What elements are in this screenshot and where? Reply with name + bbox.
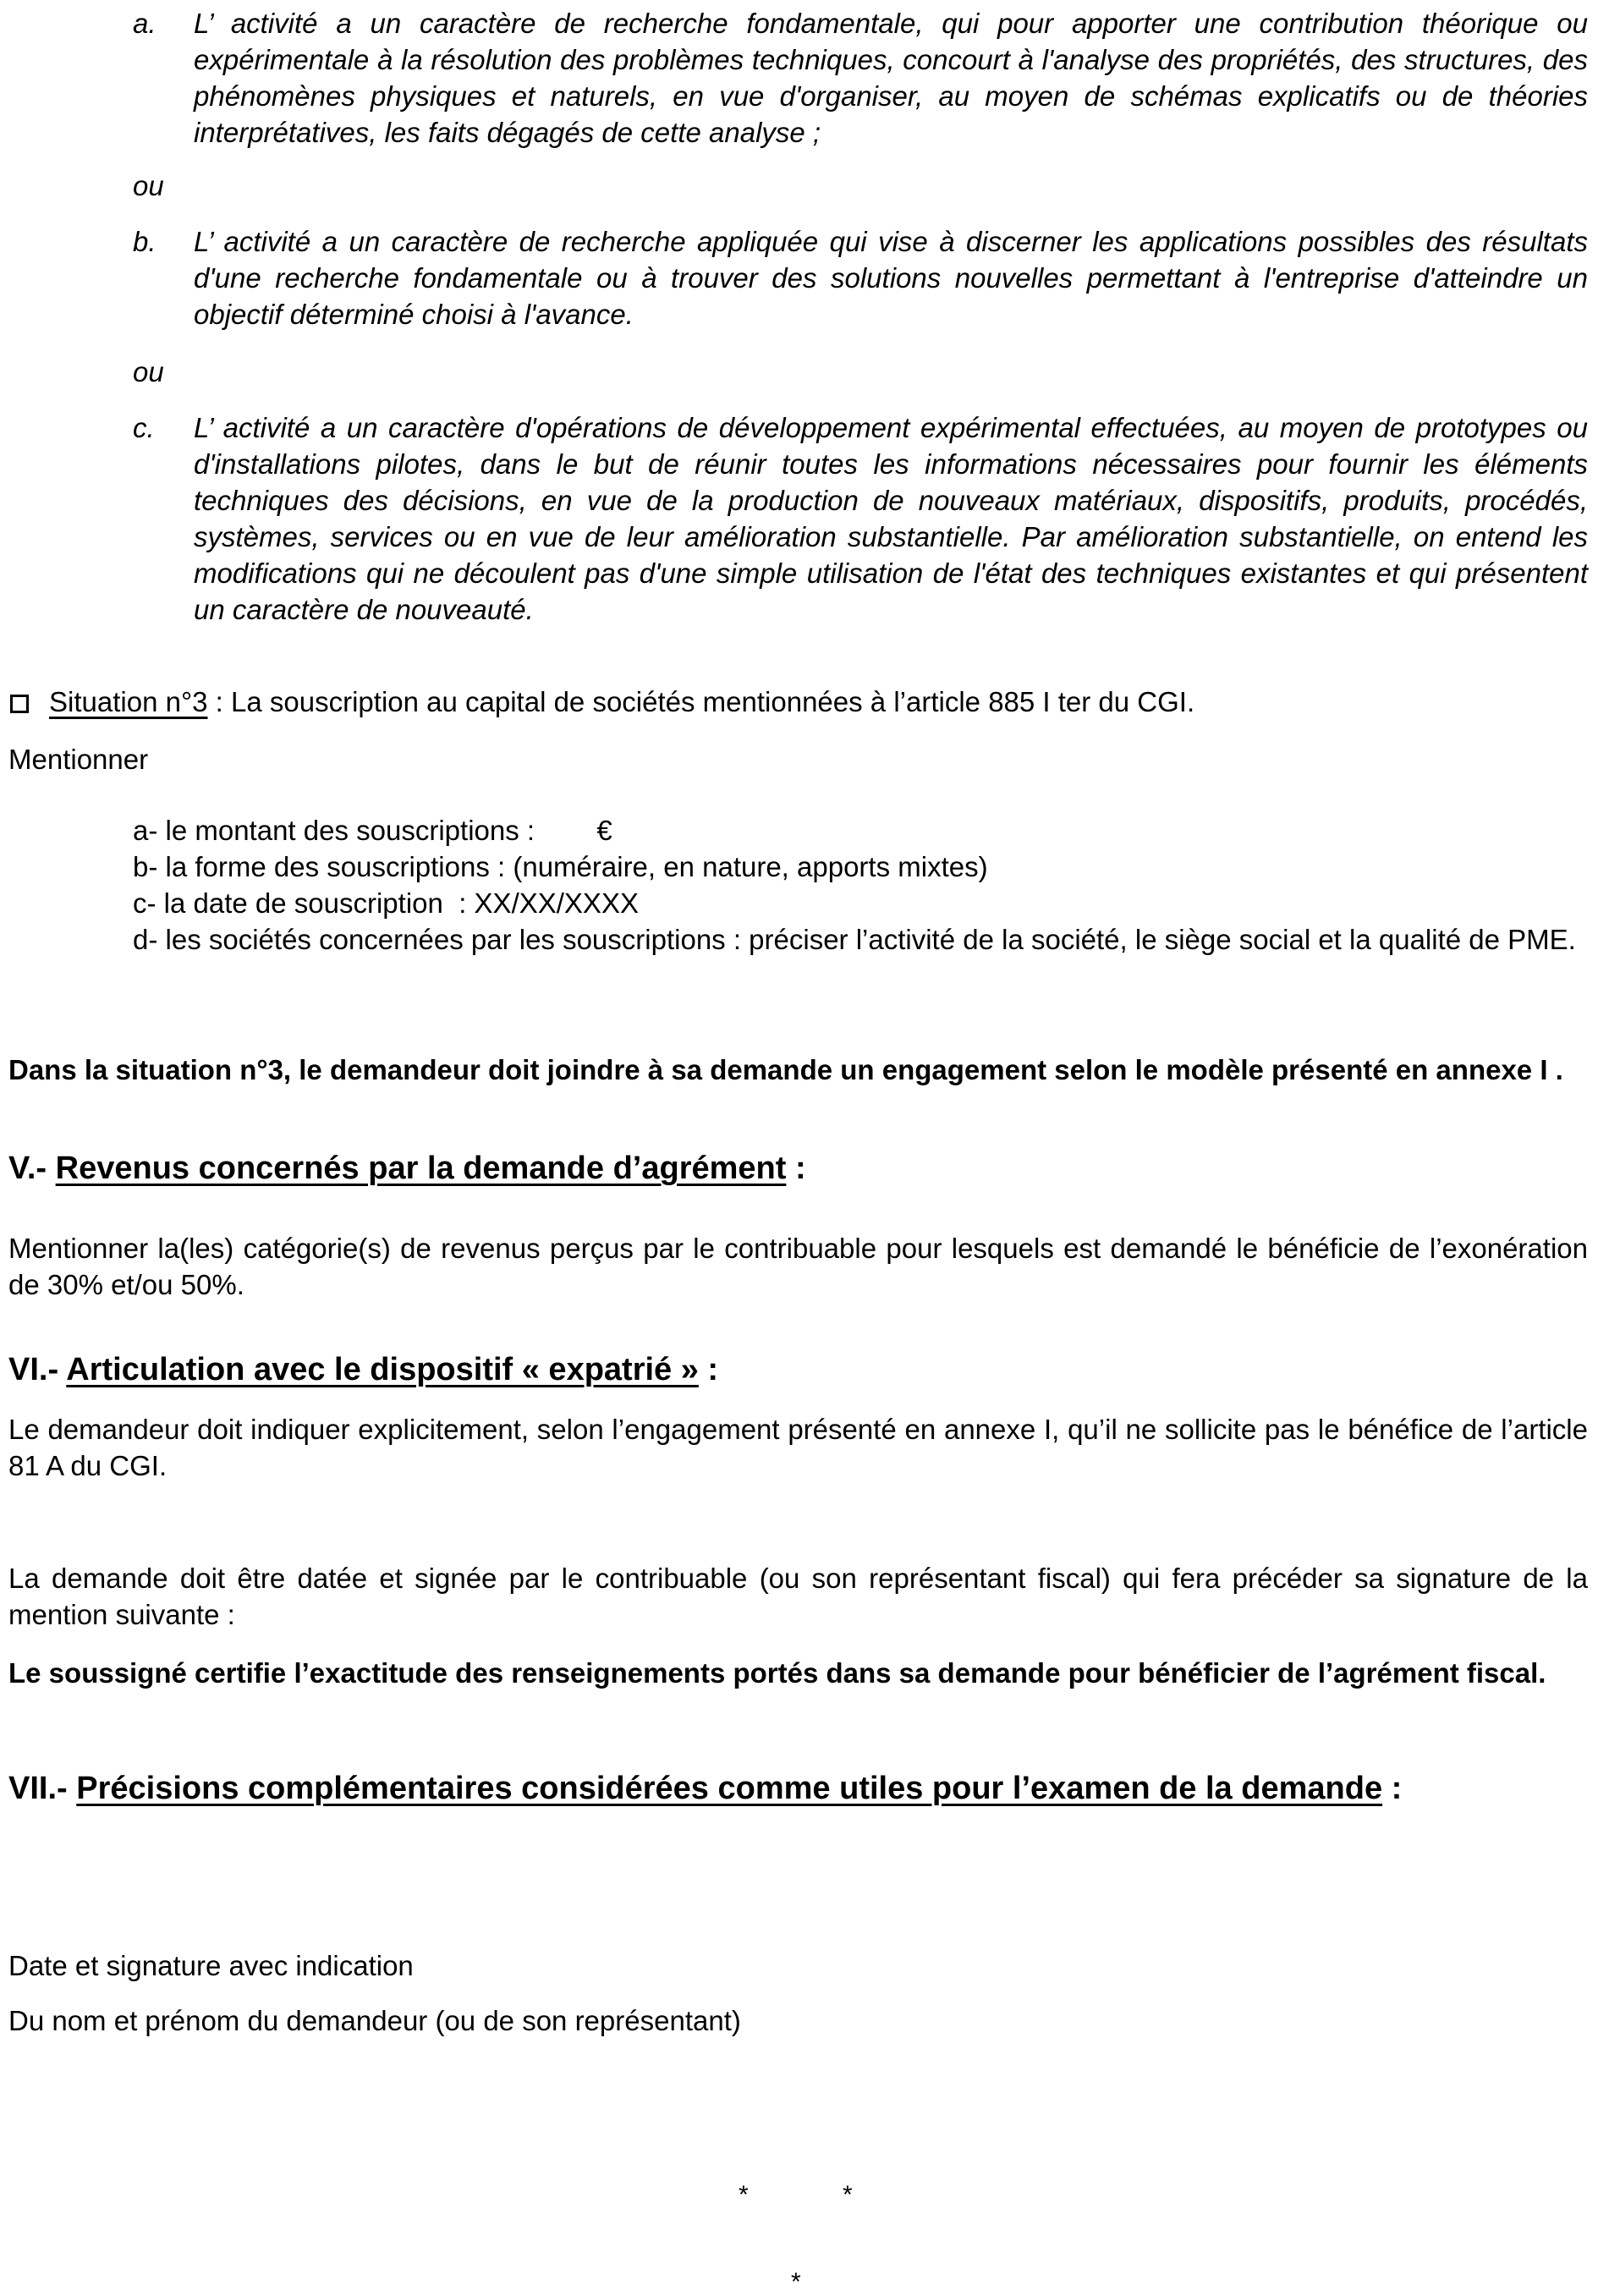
list-item-text: L’ activité a un caractère de recherche appliquée qui vise à discerner les applications possibles des résultats d'une recherche fondamentale ou à trouver des solutions nouvelles permettant à l'entreprise d'atteindre un objectif déterminé choisi à l'avance. bbox=[194, 226, 1588, 330]
section-7-heading bbox=[8, 1768, 1402, 1809]
souscription-sublist bbox=[133, 812, 1588, 958]
connector-ou: ou bbox=[133, 170, 164, 201]
mentionner-label: Mentionner bbox=[8, 744, 149, 775]
sub-item-d: d- les sociétés concernées par les souscriptions : préciser l’activité de la société, le siège social et la qualité de PME. bbox=[133, 924, 1576, 955]
list-item-letter: a. bbox=[133, 8, 157, 39]
list-item-letter: c. bbox=[133, 412, 155, 443]
certify-text: Le soussigné certifie l’exactitude des renseignements portés dans sa demande pour bénéficier de l’agrément fiscal. bbox=[8, 1657, 1546, 1689]
section-5-heading bbox=[8, 1148, 806, 1189]
section-colon: : bbox=[698, 1352, 719, 1387]
section-5-text: Mentionner la(les) catégorie(s) de revenus perçus par le contribuable pour lesquels est demandé le bénéficie de l’exonération de 30% et/ou 50%. bbox=[8, 1233, 1588, 1300]
demande-text: La demande doit être datée et signée par le contribuable (ou son représentant fiscal) qui fera précéder sa signature de la mention suivante : bbox=[8, 1563, 1588, 1630]
separator-star: * bbox=[739, 2181, 749, 2209]
section-title: Revenus concernés par la demande d’agrément bbox=[55, 1151, 787, 1186]
sub-item-b: b- la forme des souscriptions : (numéraire, en nature, apports mixtes) bbox=[133, 851, 988, 882]
sub-item-a: a- le montant des souscriptions : € bbox=[133, 815, 612, 846]
list-item-text: L’ activité a un caractère d'opérations de développement expérimental effectuées, au moyen de prototypes ou d'installations pilotes, dans le but de réunir toutes les informations nécessaires pour fournir les éléments techniques des décisions, en vue de la production de nouveaux matériaux, dispositifs, produits, procédés, systèmes, services ou en vue de leur amélioration substantielle. Par amélioration substantielle, on entend les modifications qui ne découlent pas d'une simple utilisation de l'état des techniques existantes et qui présentent un caractère de nouveauté. bbox=[194, 412, 1588, 625]
list-item-letter: b. bbox=[133, 226, 157, 257]
separator-star: * bbox=[843, 2181, 853, 2209]
list-item-text: L’ activité a un caractère de recherche fondamentale, qui pour apporter une contribution théorique ou expérimentale à la résolution des problèmes techniques, concourt à l'analyse des propriétés, des structures, des phénomènes physiques et naturels, en vue d'organiser, au moyen de schémas explicatifs ou de théories interprétatives, les faits dégagés de cette analyse ; bbox=[194, 8, 1588, 148]
section-6-heading bbox=[8, 1349, 718, 1390]
section-number: VI.- bbox=[8, 1352, 59, 1387]
section-6-text: Le demandeur doit indiquer explicitement, selon l’engagement présenté en annexe I, qu’il ne sollicite pas le bénéfice de l’article 81 A du CGI. bbox=[8, 1414, 1588, 1481]
section-title: Précisions complémentaires considérées comme utiles pour l’examen de la demande bbox=[76, 1771, 1383, 1806]
situation-text: La souscription au capital de sociétés mentionnées à l’article 885 I ter du CGI. bbox=[231, 686, 1195, 717]
section-colon: : bbox=[1382, 1771, 1403, 1806]
sub-item-c: c- la date de souscription : XX/XX/XXXX bbox=[133, 887, 639, 919]
checkbox[interactable] bbox=[10, 695, 29, 713]
signature-line-2: Du nom et prénom du demandeur (ou de son représentant) bbox=[8, 2005, 741, 2036]
section-number: VII.- bbox=[8, 1771, 68, 1806]
situation-3-line bbox=[10, 684, 1194, 720]
situation-label: Situation n°3 bbox=[49, 686, 208, 717]
bold-notice: Dans la situation n°3, le demandeur doit joindre à sa demande un engagement selon le modèle présenté en annexe I . bbox=[8, 1054, 1563, 1085]
section-colon: : bbox=[786, 1151, 806, 1186]
signature-line-1: Date et signature avec indication bbox=[8, 1950, 414, 1981]
separator-star: * bbox=[791, 2268, 801, 2296]
section-title: Articulation avec le dispositif « expatrié » bbox=[66, 1352, 699, 1387]
section-number: V.- bbox=[8, 1151, 47, 1186]
connector-ou: ou bbox=[133, 356, 164, 387]
situation-separator: : bbox=[207, 686, 232, 717]
